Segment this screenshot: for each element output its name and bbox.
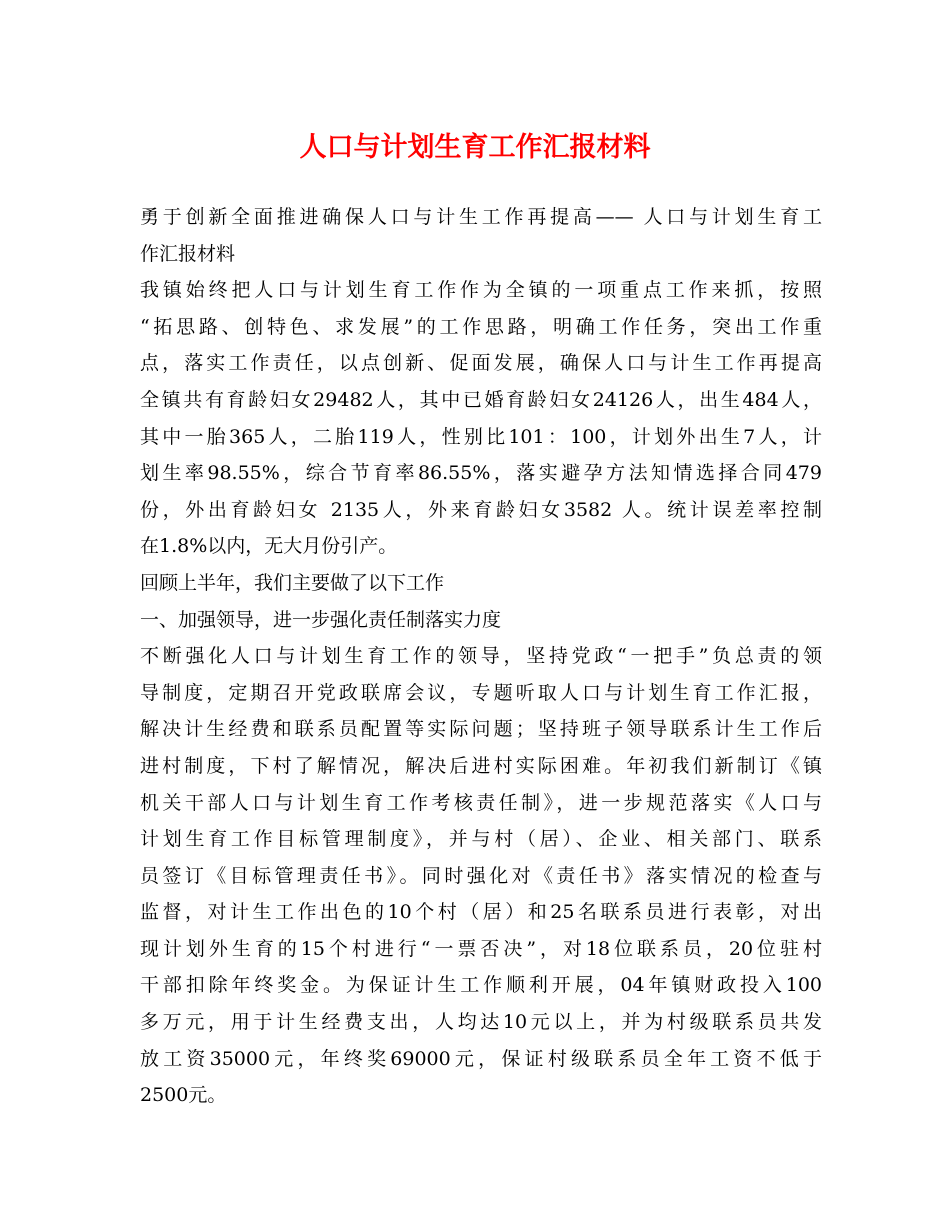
- body-line: 划生率98.55%，综合节育率86.55%，落实避孕方法知情选择合同479: [140, 462, 822, 485]
- body-line: 导制度，定期召开党政联席会议，专题听取人口与计划生育工作汇报，: [140, 681, 822, 704]
- body-line: 监督，对计生工作出色的10个村（居）和25名联系员进行表彰，对出: [140, 901, 822, 924]
- body-line: 份，外出育龄妇女 2135人，外来育龄妇女3582 人。统计误差率控制: [140, 498, 822, 521]
- body-line: 进村制度，下村了解情况，解决后进村实际困难。年初我们新制订《镇: [140, 754, 822, 777]
- body-line: 计划生育工作目标管理制度》，并与村（居）、企业、相关部门、联系: [140, 828, 822, 851]
- body-line: “拓思路、创特色、求发展”的工作思路，明确工作任务，突出工作重: [140, 315, 822, 338]
- document-title: 人口与计划生育工作汇报材料: [299, 132, 651, 163]
- body-line: 干部扣除年终奖金。为保证计生工作顺利开展，04年镇财政投入100: [140, 974, 822, 997]
- body-line: 全镇共有育龄妇女29482人，其中已婚育龄妇女24126人，出生484人，: [140, 388, 822, 411]
- body-line: 在1.8%以内，无大月份引产。: [140, 535, 398, 558]
- body-line: 一、加强领导，进一步强化责任制落实力度: [140, 608, 502, 631]
- document-body: [140, 199, 822, 1114]
- body-line: 回顾上半年，我们主要做了以下工作: [140, 571, 445, 594]
- body-line: 现计划外生育的15个村进行“一票否决”，对18位联系员，20位驻村: [140, 937, 822, 960]
- body-line: 点，落实工作责任，以点创新、促面发展，确保人口与计生工作再提高: [140, 352, 822, 375]
- body-line: 勇于创新全面推进确保人口与计生工作再提高—— 人口与计划生育工: [140, 206, 822, 228]
- body-line: 其中一胎365人，二胎119人，性别比101：100，计划外出生7人，计: [140, 425, 822, 448]
- body-line: 不断强化人口与计划生育工作的领导，坚持党政“一把手”负总责的领: [140, 645, 822, 668]
- body-line: 员签订《目标管理责任书》。同时强化对《责任书》落实情况的检查与: [140, 864, 822, 887]
- body-line: 我镇始终把人口与计划生育工作作为全镇的一项重点工作来抓，按照: [140, 279, 822, 302]
- body-line: 作汇报材料: [140, 242, 236, 265]
- body-line: 放工资35000元，年终奖69000元，保证村级联系员全年工资不低于: [140, 1047, 822, 1070]
- body-line: 2500元。: [140, 1084, 227, 1107]
- body-line: 解决计生经费和联系员配置等实际问题；坚持班子领导联系计生工作后: [140, 718, 822, 741]
- body-line: 多万元，用于计生经费支出，人均达10元以上，并为村级联系员共发: [140, 1011, 822, 1034]
- body-line: 机关干部人口与计划生育工作考核责任制》，进一步规范落实《人口与: [140, 791, 822, 814]
